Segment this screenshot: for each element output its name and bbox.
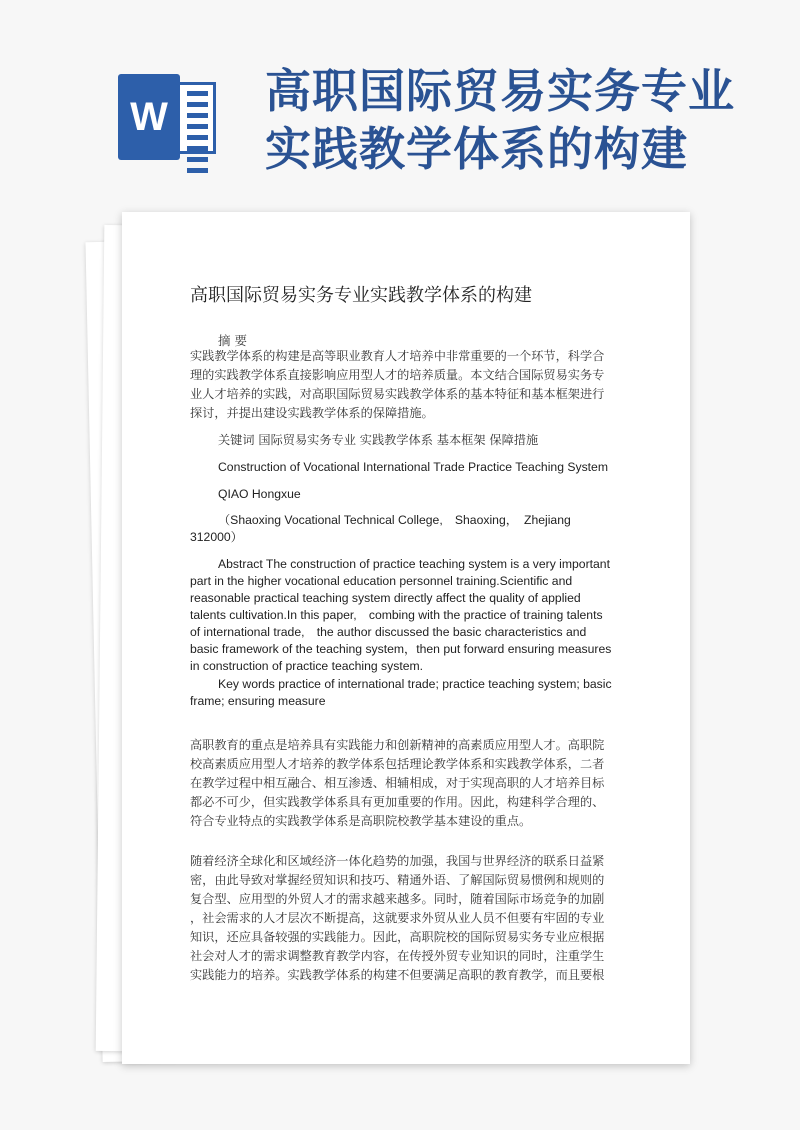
text-line: 理的实践教学体系直接影响应用型人才的培养质量。本文结合国际贸易实务专 xyxy=(190,368,605,382)
text-line: 社会对人才的需求调整教育教学内容，在传授外贸专业知识的同时，注重学生 xyxy=(190,949,605,963)
word-letter-icon: W xyxy=(118,74,180,160)
text-line: 业人才培养的实践，对高职国际贸易实践教学体系的基本特征和基本框架进行 xyxy=(190,387,605,401)
text-line: 校高素质应用型人才培养的教学体系包括理论教学体系和实践教学体系，二者 xyxy=(190,757,605,771)
english-title: Construction of Vocational International Trade Practice Teaching System xyxy=(218,460,608,474)
text-line: （Shaoxing Vocational Technical College, Shaoxing， Zhejiang xyxy=(218,513,571,527)
hero-title xyxy=(265,62,765,178)
text-line: basic framework of the teaching system，then put forward ensuring measures xyxy=(190,642,612,656)
text-line: 复合型、应用型的外贸人才的需求越来越多。同时，随着国际市场竞争的加剧 xyxy=(190,892,605,906)
author-name: QIAO Hongxue xyxy=(218,487,301,501)
abstract-cn xyxy=(190,347,635,423)
text-line: 密，由此导致对掌握经贸知识和技巧、精通外语、了解国际贸易惯例和规则的 xyxy=(190,873,605,887)
text-line: 实践能力的培养。实践教学体系的构建不但要满足高职的教育教学，而且要根 xyxy=(190,968,605,982)
body-paragraph xyxy=(190,736,635,831)
abstract-en xyxy=(190,556,635,675)
abstract-label: 摘 要 xyxy=(218,333,247,348)
text-line: ，社会需求的人才层次不断提高，这就要求外贸从业人员不但要有牢固的专业 xyxy=(190,911,605,925)
text-line: 实践教学体系的构建是高等职业教育人才培养中非常重要的一个环节，科学合 xyxy=(190,349,605,363)
hero-title-line: 实践教学体系的构建 xyxy=(265,122,688,176)
text-line: reasonable practical teaching system directly affect the quality of applied xyxy=(190,591,581,605)
text-line: 312000） xyxy=(190,530,243,544)
text-line: frame; ensuring measure xyxy=(190,694,326,708)
text-line: Abstract The construction of practice teaching system is a very important xyxy=(218,557,610,571)
text-line: 知识，还应具备较强的实践能力。因此，高职院校的国际贸易实务专业应根据 xyxy=(190,930,605,944)
text-line: part in the higher vocational education personnel training.Scientific and xyxy=(190,574,573,588)
document-lines-icon xyxy=(176,82,216,154)
hero-title-line: 高职国际贸易实务专业 xyxy=(265,64,735,118)
text-line: 在教学过程中相互融合、相互渗透、相辅相成，对于实现高职的人才培养目标 xyxy=(190,776,605,790)
text-line: talents cultivation.In this paper, combing with the practice of training talents xyxy=(190,608,603,622)
text-line: 都必不可少，但实践教学体系具有更加重要的作用。因此，构建科学合理的、 xyxy=(190,795,605,809)
keywords-en xyxy=(190,676,635,710)
text-line: 随着经济全球化和区域经济一体化趋势的加强，我国与世界经济的联系日益紧 xyxy=(190,854,605,868)
text-line: 符合专业特点的实践教学体系是高职院校教学基本建设的重点。 xyxy=(190,814,532,828)
text-line: in construction of practice teaching system. xyxy=(190,659,424,673)
text-line: 探讨，并提出建设实践教学体系的保障措施。 xyxy=(190,406,434,420)
author-affiliation xyxy=(190,512,635,546)
word-app-icon xyxy=(118,72,218,162)
text-line: 高职教育的重点是培养具有实践能力和创新精神的高素质应用型人才。高职院 xyxy=(190,738,605,752)
document-title: 高职国际贸易实务专业实践教学体系的构建 xyxy=(190,285,532,306)
body-paragraph xyxy=(190,852,635,985)
keywords-cn: 关键词 国际贸易实务专业 实践教学体系 基本框架 保障措施 xyxy=(218,433,539,447)
text-line: Key words practice of international trade; practice teaching system; basic xyxy=(218,677,612,691)
text-line: of international trade, the author discussed the basic characteristics and xyxy=(190,625,587,639)
